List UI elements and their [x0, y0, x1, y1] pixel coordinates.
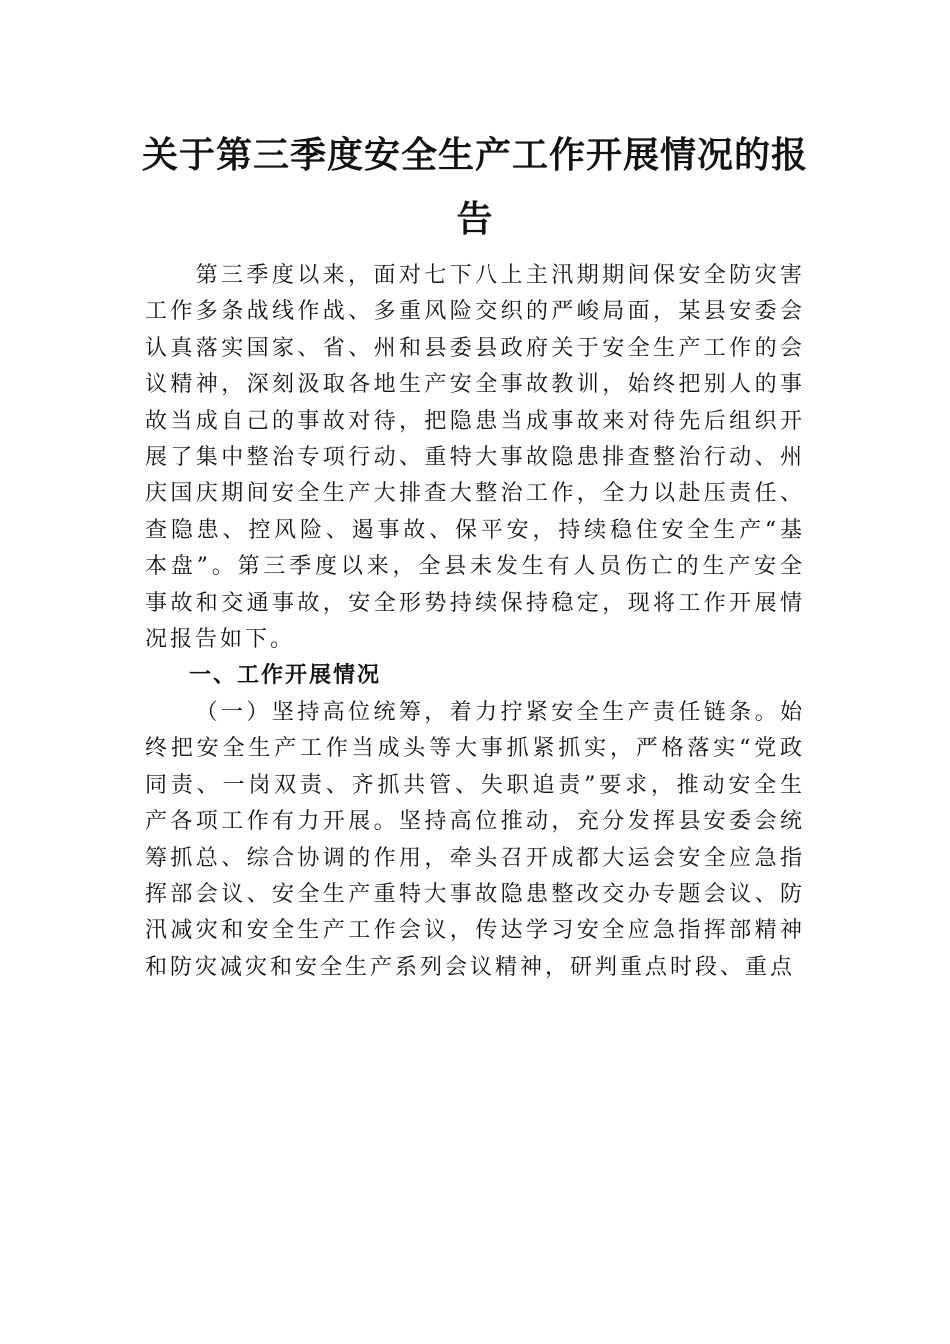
document-body: [145, 258, 805, 986]
intro-paragraph: 第三季度以来，面对七下八上主汛期期间保安全防灾害工作多条战线作战、多重风险交织的严峻局面，某县安委会认真落实国家、省、州和县委县政府关于安全生产工作的会议精神，深刻汲取各地生产安全事故教训，始终把别人的事故当成自己的事故对待，把隐患当成事故来对待先后组织开展了集中整治专项行动、重特大事故隐患排查整治行动、州庆国庆期间安全生产大排查大整治工作，全力以赴压责任、查隐患、控风险、遏事故、保平安，持续稳住安全生产“基本盘”。第三季度以来，全县未发生有人员伤亡的生产安全事故和交通事故，安全形势持续保持稳定，现将工作开展情况报告如下。: [145, 263, 805, 653]
document-title: 关于第三季度安全生产工作开展情况的报告: [141, 135, 808, 240]
subsection-paragraph: （一）坚持高位统筹，着力拧紧安全生产责任链条。始终把安全生产工作当成头等大事抓紧抓实，严格落实“党政同责、一岗双责、齐抓共管、失职追责”要求，推动安全生产各项工作有力开展。坚持高位推动，充分发挥县安委会统筹抓总、综合协调的作用，牵头召开成都大运会安全应急指挥部会议、安全生产重特大事故隐患整改交办专题会议、防汛减灾和安全生产工作会议，传达学习安全应急指挥部精神和防灾减灾和安全生产系列会议精神，研判重点时段、重点: [145, 699, 805, 980]
section-heading: 一、工作开展情况: [189, 663, 382, 689]
